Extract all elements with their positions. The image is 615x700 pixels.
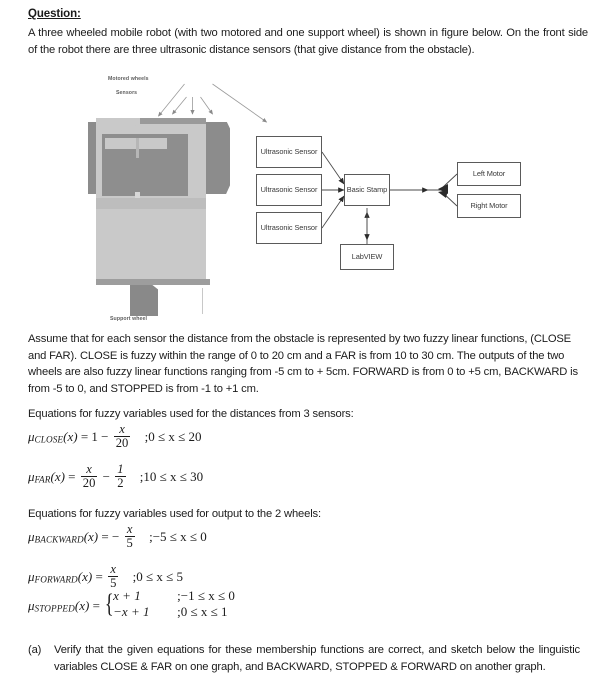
fraction-forward-numerator: x (110, 562, 117, 576)
equation-far-condition: ;10 ≤ x ≤ 30 (139, 468, 204, 484)
equation-backward-operator: = − (101, 528, 120, 544)
block-left-motor: Left Motor (457, 162, 521, 186)
equation-far-operator: = (68, 468, 76, 484)
equation-mu-close (28, 423, 201, 450)
piecewise-expr-1: x + 1 (113, 588, 141, 603)
mu-subscript-forward: FORWARD (34, 574, 78, 585)
mu-arg-stopped: (x) (74, 598, 90, 614)
question-text-a: Verify that the given equations for these membership functions are correct, and sketch below the linguistic variables CLOSE & FAR on one graph, and BACKWARD, STOPPED & FORWARD on another graph. (54, 644, 580, 673)
question-marker-a: (a) (28, 644, 42, 656)
equation-close-operator: = 1 − (80, 428, 109, 444)
equation-forward-condition: ;0 ≤ x ≤ 5 (132, 568, 184, 584)
robot-figure (88, 76, 248, 326)
mu-symbol-backward: μ (28, 528, 35, 544)
block-ultrasonic-sensor-1: Ultrasonic Sensor (256, 136, 322, 168)
equation-close-condition: ;0 ≤ x ≤ 20 (144, 428, 202, 444)
label-sensors: Sensors (116, 90, 138, 96)
equation-mu-forward (28, 563, 183, 590)
fraction-backward (125, 523, 135, 550)
block-ultrasonic-sensor-2: Ultrasonic Sensor (256, 174, 322, 206)
block-labview: LabVIEW (340, 244, 394, 270)
mu-subscript-close: CLOSE (34, 434, 64, 445)
fraction-backward-denominator: 5 (126, 535, 133, 550)
mu-symbol-close: μ (28, 428, 35, 444)
label-support-wheel: Support wheel (110, 316, 148, 322)
fraction-close (114, 423, 131, 450)
fraction-far-2-denominator: 2 (117, 475, 124, 490)
equation-backward-condition: ;−5 ≤ x ≤ 0 (149, 528, 207, 544)
piecewise-expr-2: −x + 1 (113, 604, 150, 619)
equation-mu-far (28, 463, 203, 490)
intro-paragraph: A three wheeled mobile robot (with two motored and one support wheel) is shown in figure below. On the front side of the robot there are three ultrasonic distance sensors (that give distance from the obstacle). (28, 27, 588, 56)
fraction-far-2 (115, 463, 125, 490)
fraction-close-denominator: 20 (115, 435, 129, 450)
piecewise-stopped: { x + 1 ;−1 ≤ x ≤ 0 −x + 1 ;0 ≤ x ≤ 1 (104, 588, 235, 619)
equation-stopped-operator: = (92, 598, 100, 614)
robot-body-bottom-edge (96, 279, 210, 285)
distance-equations-header: Equations for fuzzy variables used for the distances from 3 sensors: (28, 408, 354, 420)
block-ultrasonic-sensor-3: Ultrasonic Sensor (256, 212, 322, 244)
mu-arg-far: (x) (50, 468, 65, 484)
mu-symbol-stopped: μ (28, 598, 35, 614)
mu-subscript-far: FAR (34, 474, 51, 485)
mu-symbol-far: μ (28, 468, 35, 484)
block-diagram (252, 132, 537, 280)
piecewise-row-1 (113, 588, 235, 604)
block-right-motor: Right Motor (457, 194, 521, 218)
equation-far-minus: − (102, 468, 110, 484)
fraction-far-2-numerator: 1 (117, 462, 124, 476)
output-equations-header: Equations for fuzzy variables used for output to the 2 wheels: (28, 508, 321, 520)
fraction-forward-denominator: 5 (110, 575, 117, 590)
piecewise-row-2 (113, 604, 235, 620)
mu-subscript-stopped: STOPPED (34, 603, 75, 614)
piecewise-cond-2: ;0 ≤ x ≤ 1 (177, 604, 228, 619)
equation-mu-stopped (28, 588, 235, 620)
robot-body-band (96, 198, 206, 209)
robot-support-wheel (130, 285, 158, 316)
robot-panel-slot (136, 138, 139, 158)
mu-subscript-backward: BACKWARD (34, 534, 84, 545)
fraction-far-1-numerator: x (86, 462, 92, 476)
assume-paragraph: Assume that for each sensor the distance from the obstacle is represented by two fuzzy linear functions, (CLOSE and FAR). CLOSE is fuzzy within the range of 0 to 20 cm and a FAR is from 10 to 30 cm. The outputs of the two wheels are also fuzzy linear functions ranging from -5 cm to + 5cm. FORWARD is from 0 to +5 cm, BACKWARD is from -5 to 0, and STOPPED is from -1 to +1 cm. (28, 333, 578, 395)
mu-arg-close: (x) (63, 428, 78, 444)
equation-mu-backward (28, 523, 207, 550)
fraction-close-numerator: x (119, 422, 125, 436)
robot-right-wheel (204, 122, 230, 194)
equation-forward-operator: = (95, 568, 103, 584)
fraction-far-1 (81, 463, 98, 490)
piecewise-cond-1: ;−1 ≤ x ≤ 0 (177, 588, 235, 603)
mu-arg-forward: (x) (77, 568, 93, 584)
question-item-a (28, 642, 580, 675)
block-basic-stamp: Basic Stamp (344, 174, 390, 206)
fraction-far-1-denominator: 20 (82, 475, 96, 490)
fraction-backward-numerator: x (126, 522, 133, 536)
mu-arg-backward: (x) (83, 528, 99, 544)
page-title: Question: (28, 8, 81, 20)
fraction-forward (108, 563, 118, 590)
mu-symbol-forward: μ (28, 568, 35, 584)
label-motored-wheels: Motored wheels (108, 76, 149, 82)
